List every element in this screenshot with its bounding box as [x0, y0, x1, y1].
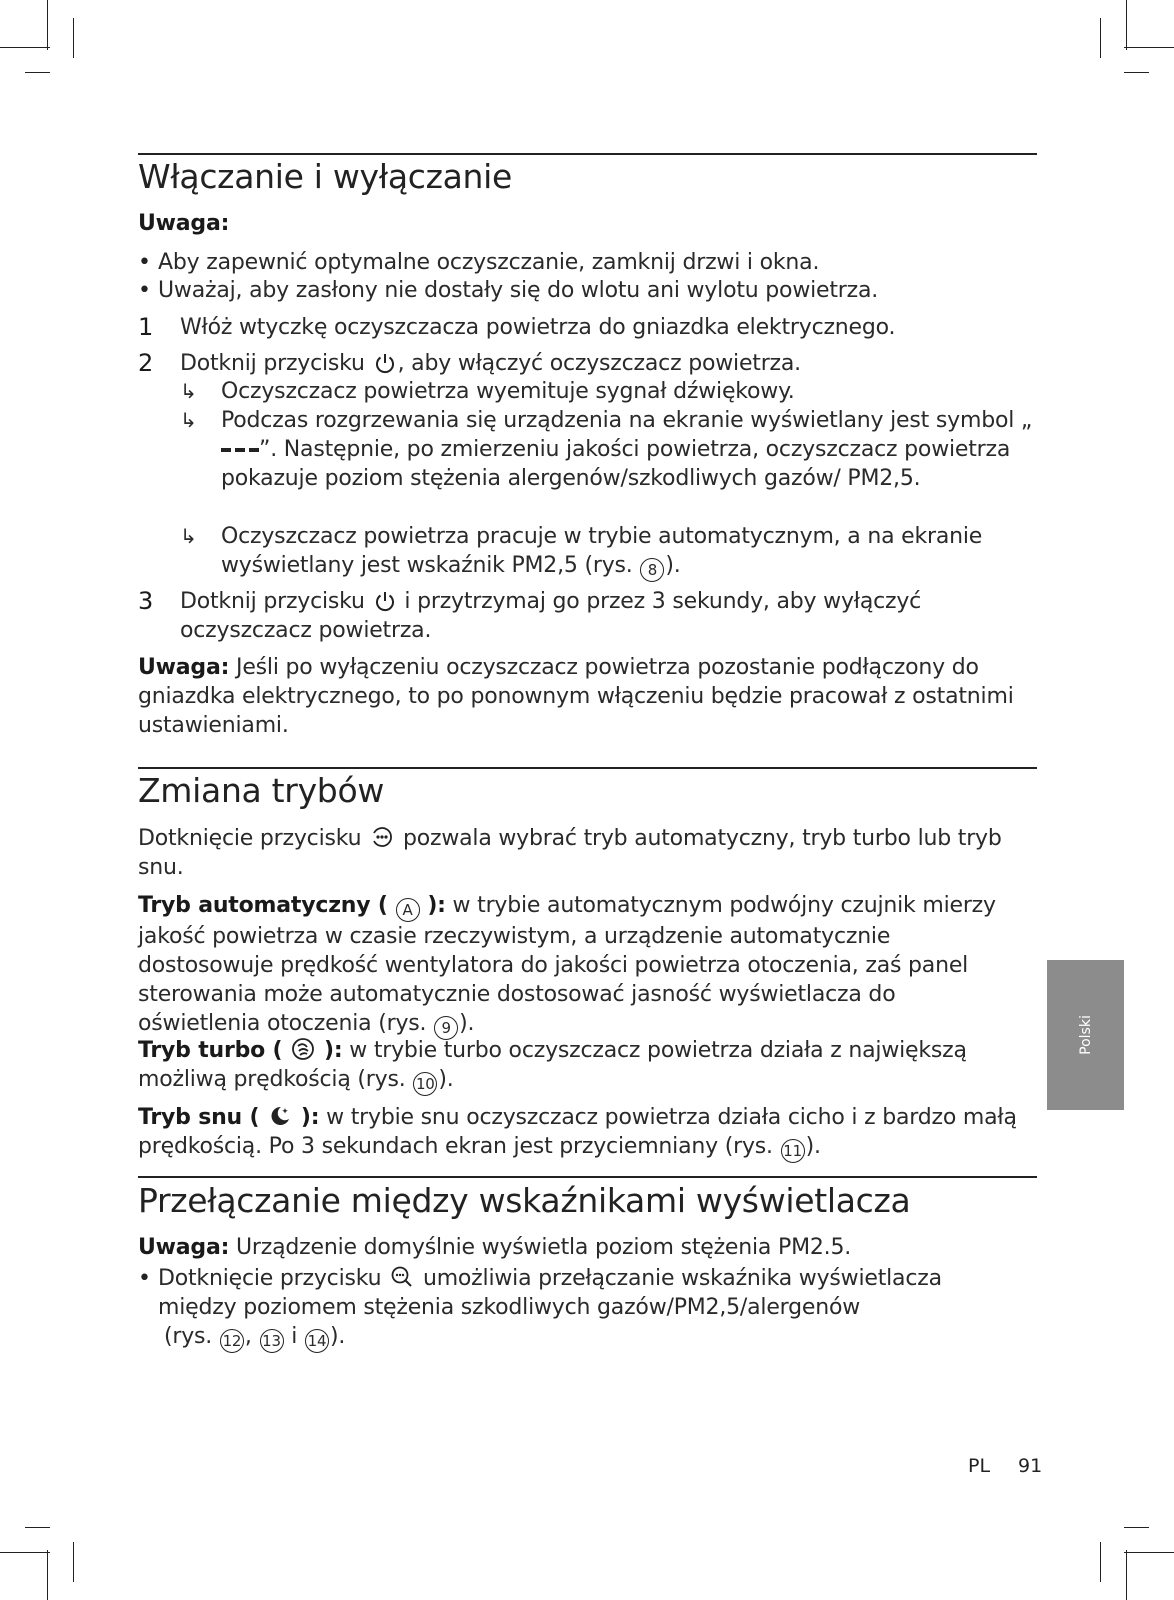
- bullet-icon: •: [138, 278, 151, 303]
- crop-mark: [0, 1552, 50, 1553]
- crop-mark: [1100, 18, 1101, 58]
- crop-mark: [73, 18, 74, 58]
- result-arrow-icon: ↳: [180, 379, 197, 403]
- display-bullet: Dotknięcie przycisku umożliwia przełączanie wskaźnika wyświetlacza między poziomem stężenia szkodliwych gazów/PM2,5/alergenów (rys. 12 , 13 i 14 ).: [158, 1264, 998, 1353]
- figure-ref: 12: [220, 1329, 244, 1353]
- crop-mark: [73, 1542, 74, 1582]
- step-text: Włóż wtyczkę oczyszczacza powietrza do gniazdka elektrycznego.: [180, 315, 896, 340]
- modes-intro: Dotknięcie przycisku pozwala wybrać tryb automatyczny, tryb turbo lub tryb snu.: [138, 826, 1002, 880]
- crop-mark: [25, 72, 50, 73]
- step-text: Dotknij przycisku i przytrzymaj go przez 3 sekundy, aby wyłączyć oczyszczacz powietrza.: [180, 589, 922, 643]
- figure-ref: 10: [413, 1072, 437, 1096]
- note-label: Uwaga:: [138, 211, 230, 236]
- section-divider: [138, 153, 1037, 155]
- step-number: 3: [138, 587, 154, 615]
- crop-mark: [1126, 0, 1127, 50]
- mode-button-icon: [370, 825, 394, 849]
- crop-mark: [1126, 1550, 1127, 1600]
- sleep-mode-description: Tryb snu ( ): w trybie snu oczyszczacz powietrza działa cicho i z bardzo małą prędkością. Po 3 sekundach ekran jest przyciemniany (rys. 11 ).: [138, 1103, 1018, 1163]
- auto-mode-description: Tryb automatyczny ( A ): w trybie automatycznym podwójny czujnik mierzy jakość powietrza w czasie rzeczywistym, a urządzenie automatycznie dostosowuje prędkość wentylatora do jakości powietrza otoczenia, zaś panel sterowania może automatycznie dostosować jasność wyświetlacza do oświetlenia otoczenia (rys. 9 ).: [138, 891, 1018, 1040]
- result-text: Oczyszczacz powietrza pracuje w trybie automatycznym, a na ekranie wyświetlany jest wskaźnik PM2,5 (rys. 8 ).: [221, 522, 1041, 582]
- crop-mark: [1124, 72, 1149, 73]
- warmup-dashes-icon: [221, 445, 259, 455]
- footer-language: PL: [968, 1455, 991, 1477]
- note-bullet: Uważaj, aby zasłony nie dostały się do wlotu ani wylotu powietrza.: [158, 278, 879, 303]
- result-text: Oczyszczacz powietrza wyemituje sygnał dźwiękowy.: [221, 379, 795, 404]
- final-note: Uwaga: Jeśli po wyłączeniu oczyszczacz powietrza pozostanie podłączony do gniazdka elektrycznego, to po ponownym włączeniu będzie pracował z ostatnimi ustawieniami.: [138, 655, 1014, 738]
- result-arrow-icon: ↳: [180, 408, 197, 432]
- figure-ref: 8: [640, 558, 664, 582]
- section-title-power: Włączanie i wyłączanie: [138, 157, 513, 196]
- turbo-mode-description: Tryb turbo ( ): w trybie turbo oczyszczacz powietrza działa z największą możliwą prędkością (rys. 10 ).: [138, 1036, 1018, 1096]
- note-label: Uwaga:: [138, 655, 230, 680]
- step-text: Dotknij przycisku , aby włączyć oczyszczacz powietrza.: [180, 351, 801, 376]
- display-note: Uwaga: Urządzenie domyślnie wyświetla poziom stężenia PM2.5.: [138, 1235, 852, 1260]
- power-icon: [374, 590, 396, 612]
- crop-mark: [47, 1550, 48, 1600]
- bullet-icon: •: [138, 1266, 151, 1291]
- crop-mark: [1124, 47, 1174, 48]
- result-arrow-icon: ↳: [180, 524, 197, 548]
- crop-mark: [1124, 1552, 1174, 1553]
- figure-ref: 13: [260, 1329, 284, 1353]
- sleep-mode-icon: [268, 1104, 292, 1128]
- crop-mark: [1124, 1527, 1149, 1528]
- crop-mark: [1100, 1542, 1101, 1582]
- turbo-mode-icon: [291, 1037, 315, 1061]
- crop-mark: [47, 0, 48, 50]
- section-title-display: Przełączanie między wskaźnikami wyświetlacza: [138, 1181, 911, 1220]
- note-bullet: Aby zapewnić optymalne oczyszczanie, zamknij drzwi i okna.: [158, 250, 820, 275]
- crop-mark: [25, 1527, 50, 1528]
- crop-mark: [0, 47, 50, 48]
- figure-ref: 11: [781, 1139, 805, 1163]
- note-label: Uwaga:: [138, 1235, 230, 1260]
- step-number: 1: [138, 313, 154, 341]
- language-side-tab-label: Polski: [1077, 1015, 1094, 1055]
- result-text: Podczas rozgrzewania się urządzenia na ekranie wyświetlany jest symbol „”. Następnie, po zmierzeniu jakości powietrza, oczyszczacz powietrza pokazuje poziom stężenia alergenów/szkodliwych gazów/ PM2,5.: [221, 408, 1033, 491]
- auto-mode-icon: A: [396, 898, 420, 922]
- step-number: 2: [138, 349, 154, 377]
- section-divider: [138, 1176, 1037, 1178]
- figure-ref: 9: [434, 1016, 458, 1040]
- power-icon: [374, 352, 396, 374]
- page-number: 91: [1018, 1455, 1043, 1477]
- display-toggle-icon: [390, 1265, 414, 1289]
- section-divider: [138, 767, 1037, 769]
- bullet-icon: •: [138, 250, 151, 275]
- language-side-tab: [1047, 960, 1124, 1110]
- figure-ref: 14: [305, 1329, 329, 1353]
- section-title-modes: Zmiana trybów: [138, 771, 385, 810]
